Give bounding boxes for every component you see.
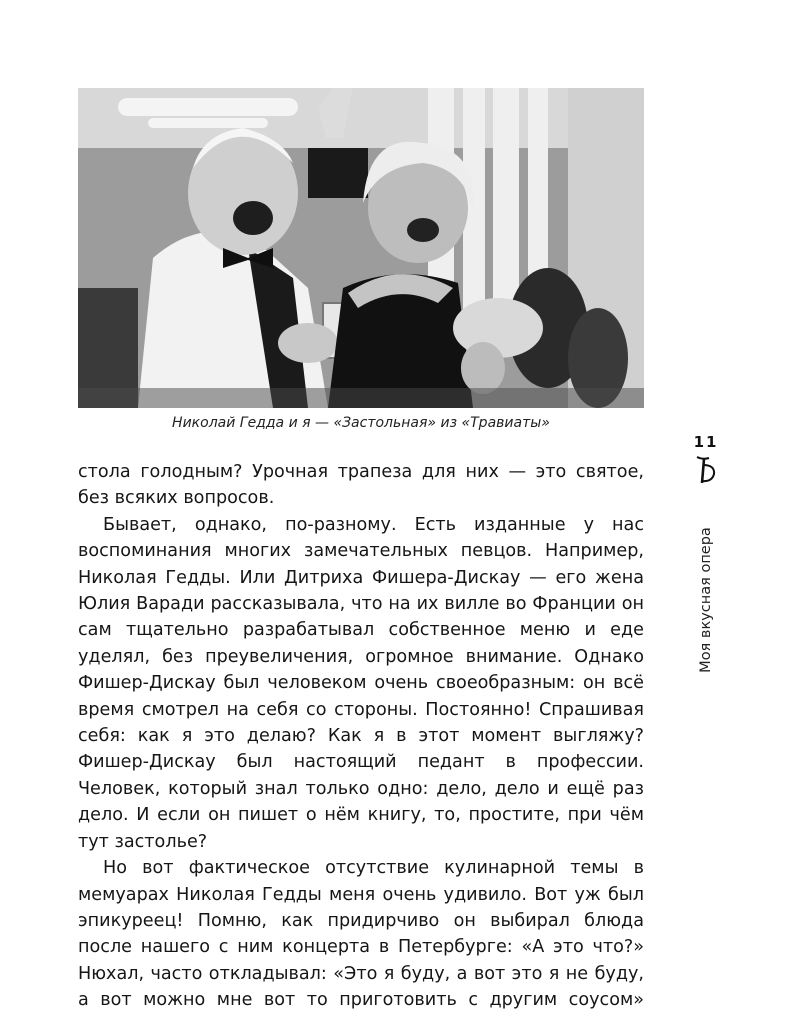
photo-caption: Николай Гедда и я — «Застольная» из «Травиаты» (172, 415, 550, 431)
paragraph: Но вот фактическое отсутствие кулинарной темы в мемуарах Николая Гедды меня очень удивило. Вот уж был эпикуреец! Помню, как придирчиво он выбирал блюда после нашего с ним концерта в Петербурге: «А это что?» Нюхал, часто откладывал: «Это я буду, а вот это я не буду, а вот можно мне вот то приготовить с другим соусом» (78, 858, 644, 1011)
paragraph: Бывает, однако, по-разному. Есть изданные у нас воспоминания многих замечательных певцов. Например, Николая Гедды. Или Дитриха Фишера-Дискау — его жена Юлия Варади рассказывала, что на их вилле во Франции он сам тщательно разрабатывал собственное меню и еде уделял, без преувеличения, огромное внимание. Однако Фишер-Дискау был человеком очень своеобразным: он всё время смотрел на себя со стороны. Постоянно! Спрашивая себя: как я это делаю? Как я в этот момент выгляжу? Фишер-Дискау был настоящий педант в профессии. Человек, который знал только одно: дело, дело и ещё раз дело. И если он пишет о нём книгу, то, простите, при чём тут застолье? (78, 514, 644, 852)
photo-illustration (78, 88, 644, 408)
body-text (78, 459, 644, 1014)
running-title: Моя вкусная опера (698, 527, 714, 673)
paragraph: стола голодным? Урочная трапеза для них — это святое, без всяких вопросов. (78, 462, 644, 509)
photo-gedda-and-author (78, 88, 644, 408)
page-number: 11 (693, 433, 719, 451)
clef-ornament-icon (693, 455, 719, 489)
